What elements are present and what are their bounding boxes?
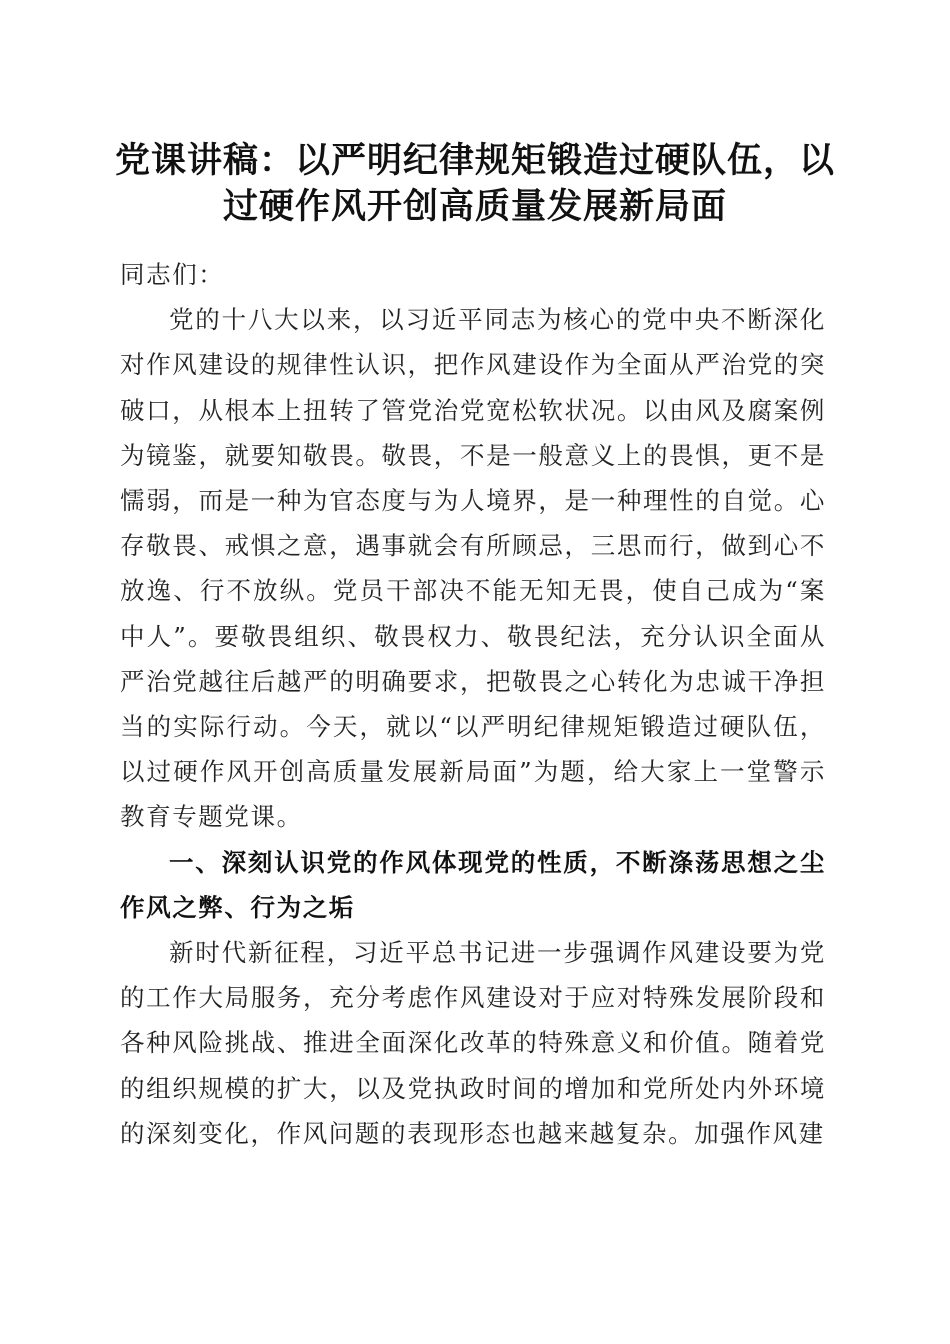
paragraph-section-1: 新时代新征程，习近平总书记进一步强调作风建设要为党的工作大局服务，充分考虑作风建设对于应对特殊发展阶段和各种风险挑战、推进全面深化改革的特殊意义和价值。随着党的组织规模的扩大，以及党执政时间的增加和党所处内外环境的深刻变化，作风问题的表现形态也越来越复杂。加强作风建: [120, 938, 826, 1148]
section-heading-1: 一、深刻认识党的作风体现党的性质，不断涤荡思想之尘作风之弊、行为之垢: [120, 847, 826, 922]
document-title: 党课讲稿：以严明纪律规矩锻造过硬队伍，以过硬作风开创高质量发展新局面: [114, 140, 835, 227]
document-body: [120, 252, 826, 1156]
salutation: 同志们：: [120, 260, 225, 289]
paragraph-intro: 党的十八大以来，以习近平同志为核心的党中央不断深化对作风建设的规律性认识，把作风建设作为全面从严治党的突破口，从根本上扭转了管党治党宽松软状况。以由风及腐案例为镜鉴，就要知敬畏。敬畏，不是一般意义上的畏惧，更不是懦弱，而是一种为官态度与为人境界，是一种理性的自觉。心存敬畏、戒惧之意，遇事就会有所顾忌，三思而行，做到心不放逸、行不放纵。党员干部决不能无知无畏，使自己成为“案中人”。要敬畏组织、敬畏权力、敬畏纪法，充分认识全面从严治党越往后越严的明确要求，把敬畏之心转化为忠诚干净担当的实际行动。今天，就以“以严明纪律规矩锻造过硬队伍，以过硬作风开创高质量发展新局面”为题，给大家上一堂警示教育专题党课。: [120, 305, 826, 832]
